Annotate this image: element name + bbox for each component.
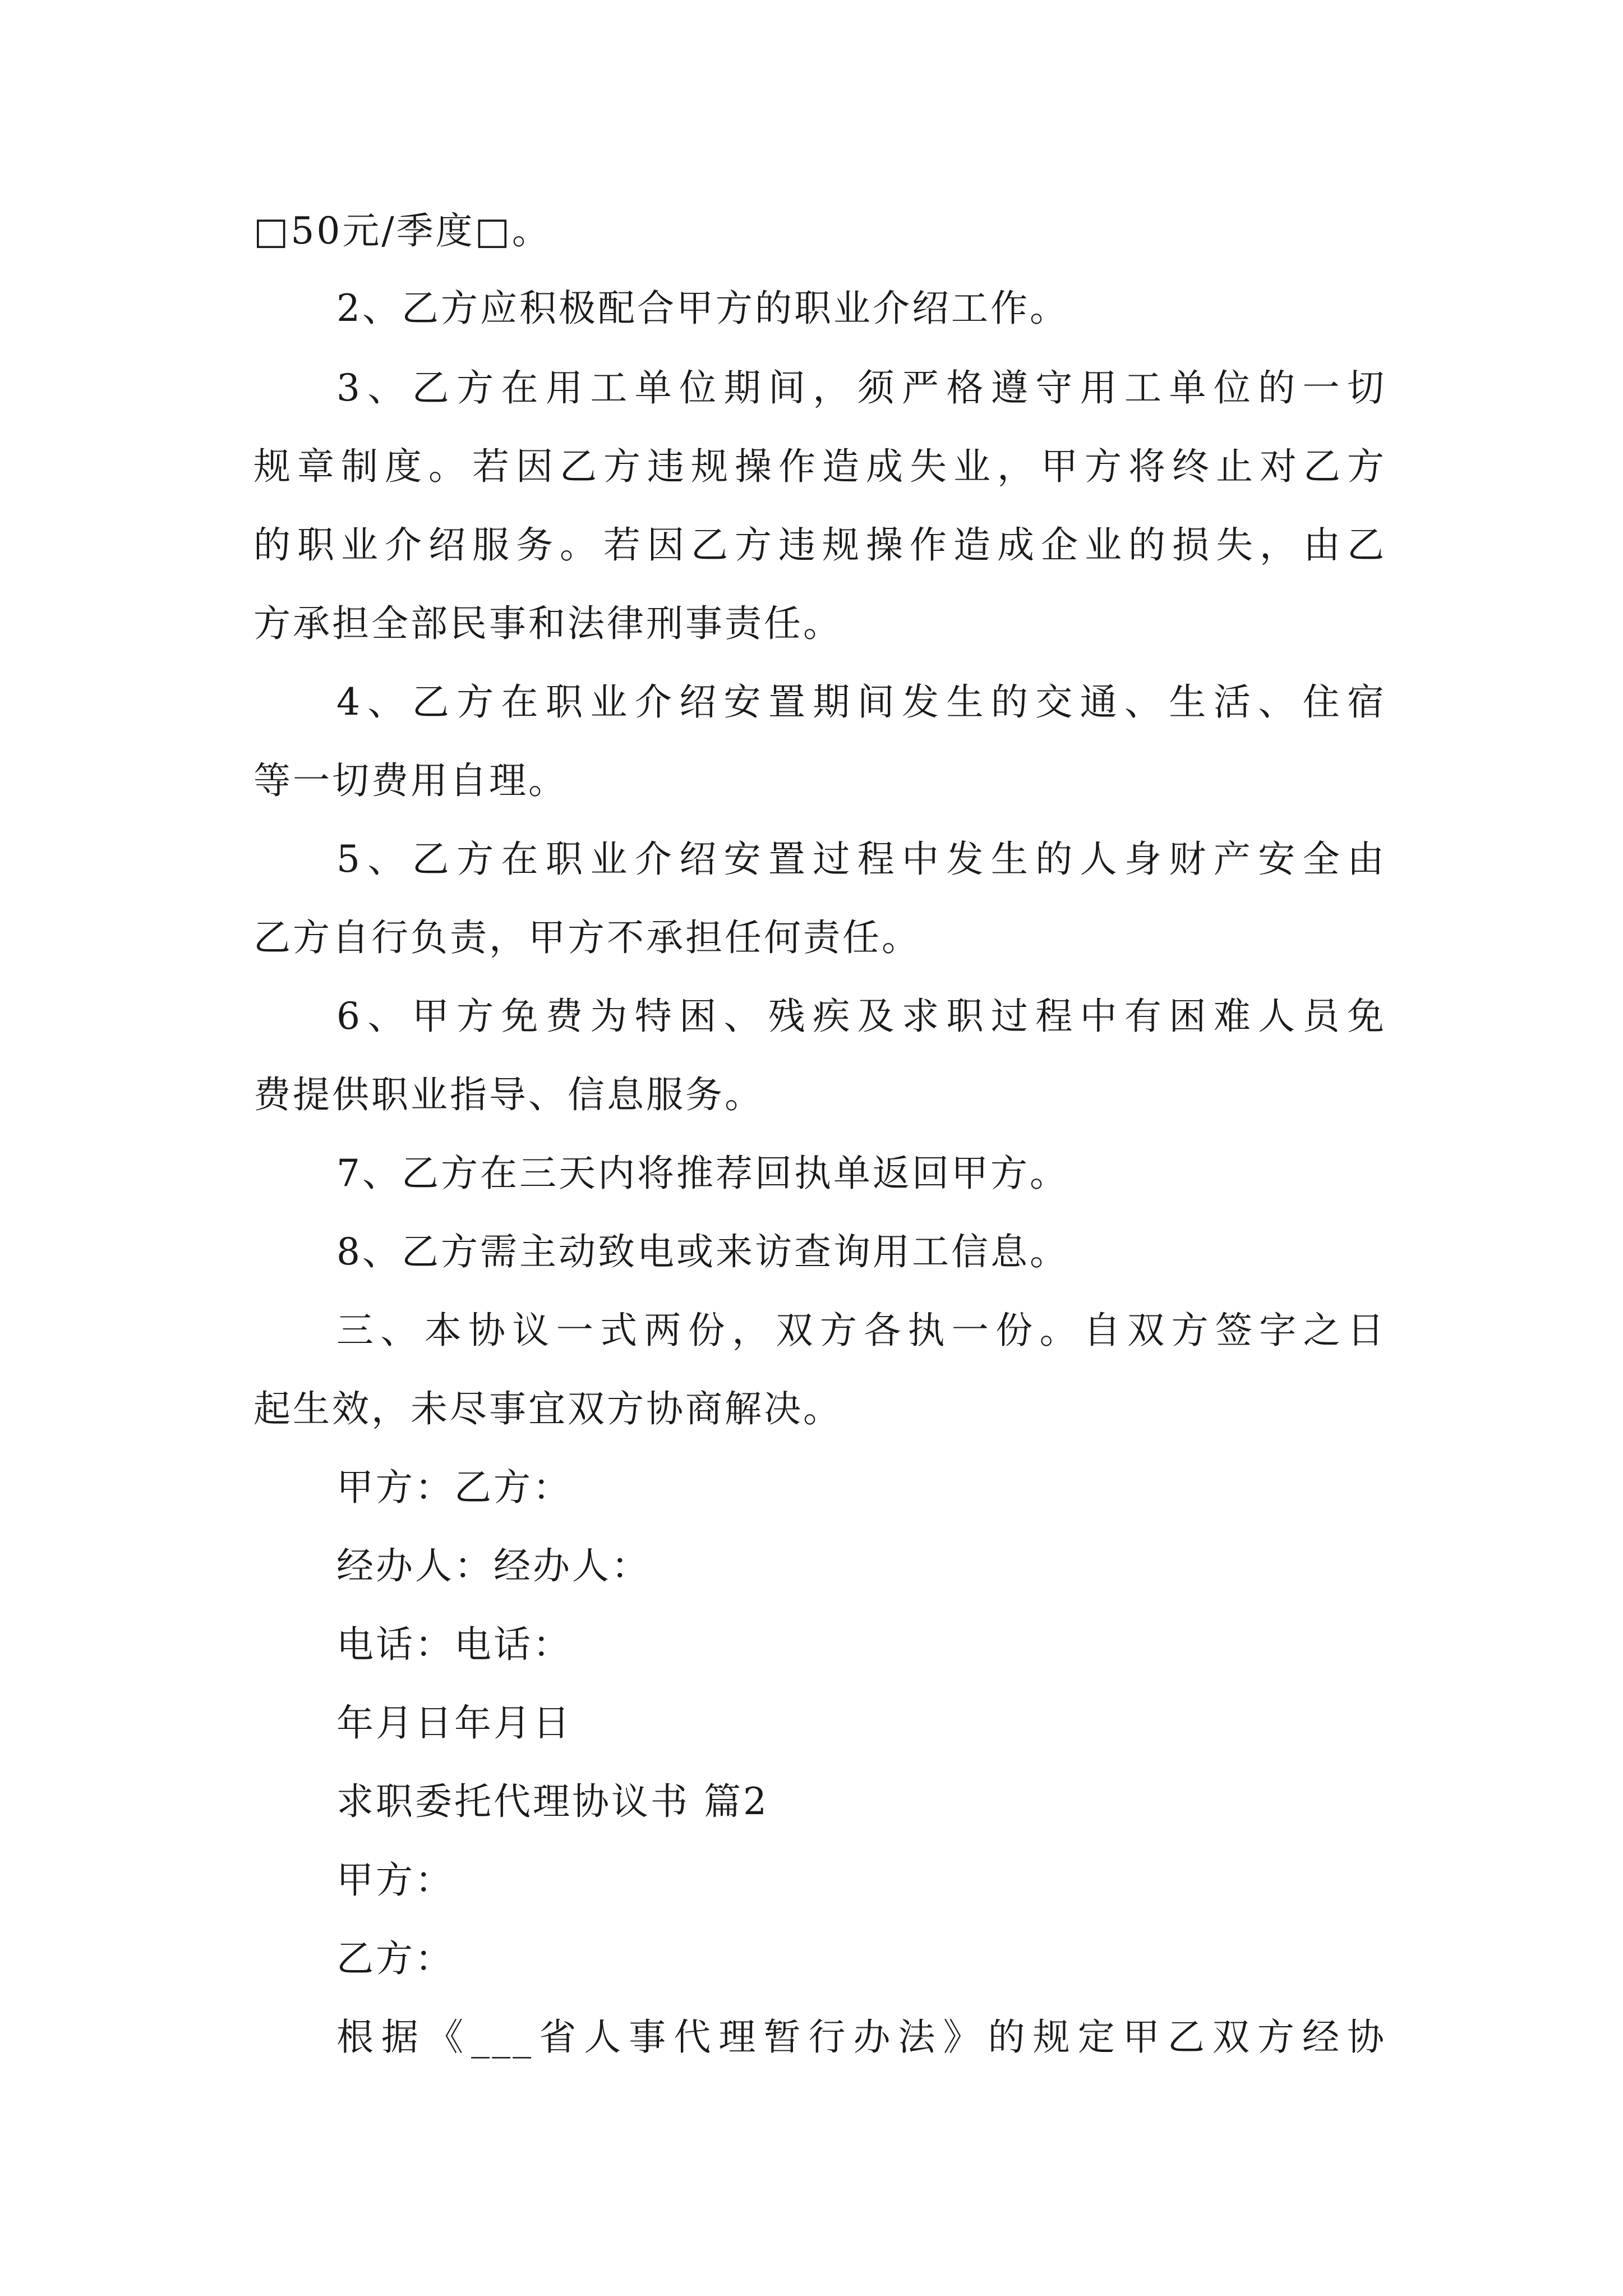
text-line: 根据《___省人事代理暂行办法》的规定甲乙双方经协 bbox=[336, 2016, 1386, 2059]
text-line: 7、乙方在三天内将推荐回执单返回甲方。 bbox=[336, 1152, 1069, 1195]
text-line: 的职业介绍服务。若因乙方违规操作造成企业的损失，由乙 bbox=[253, 523, 1386, 567]
text-line: 规章制度。若因乙方违规操作造成失业，甲方将终止对乙方 bbox=[253, 445, 1386, 488]
text-line: 乙方自行负责，甲方不承担任何责任。 bbox=[253, 916, 921, 959]
text-line: 费提供职业指导、信息服务。 bbox=[253, 1073, 764, 1116]
text-line: 方承担全部民事和法律刑事责任。 bbox=[253, 602, 842, 645]
text-line: 三、本协议一式两份，双方各执一份。自双方签字之日 bbox=[336, 1309, 1386, 1352]
text-line: 起生效，未尽事宜双方协商解决。 bbox=[253, 1387, 842, 1430]
signature-handler-line: 经办人：经办人： bbox=[336, 1544, 651, 1588]
text-line: 2、乙方应积极配合甲方的职业介绍工作。 bbox=[336, 287, 1069, 330]
text-line: □50元/季度□。 bbox=[253, 209, 551, 252]
text-line: 6、甲方免费为特困、残疾及求职过程中有困难人员免 bbox=[336, 995, 1386, 1038]
text-line: 8、乙方需主动致电或来访查询用工信息。 bbox=[336, 1230, 1069, 1273]
party-b-line: 乙方： bbox=[336, 1937, 454, 1980]
signature-date-line: 年月日年月日 bbox=[336, 1701, 572, 1745]
text-line: 4、乙方在职业介绍安置期间发生的交通、生活、住宿 bbox=[336, 680, 1386, 724]
signature-phone-line: 电话：电话： bbox=[336, 1623, 572, 1666]
party-a-line: 甲方： bbox=[336, 1858, 454, 1902]
signature-party-line: 甲方：乙方： bbox=[336, 1466, 572, 1509]
section-heading: 求职委托代理协议书 篇2 bbox=[336, 1780, 769, 1823]
text-line: 5、乙方在职业介绍安置过程中发生的人身财产安全由 bbox=[336, 838, 1386, 881]
text-line: 等一切费用自理。 bbox=[253, 759, 568, 802]
text-line: 3、乙方在用工单位期间，须严格遵守用工单位的一切 bbox=[336, 366, 1386, 409]
